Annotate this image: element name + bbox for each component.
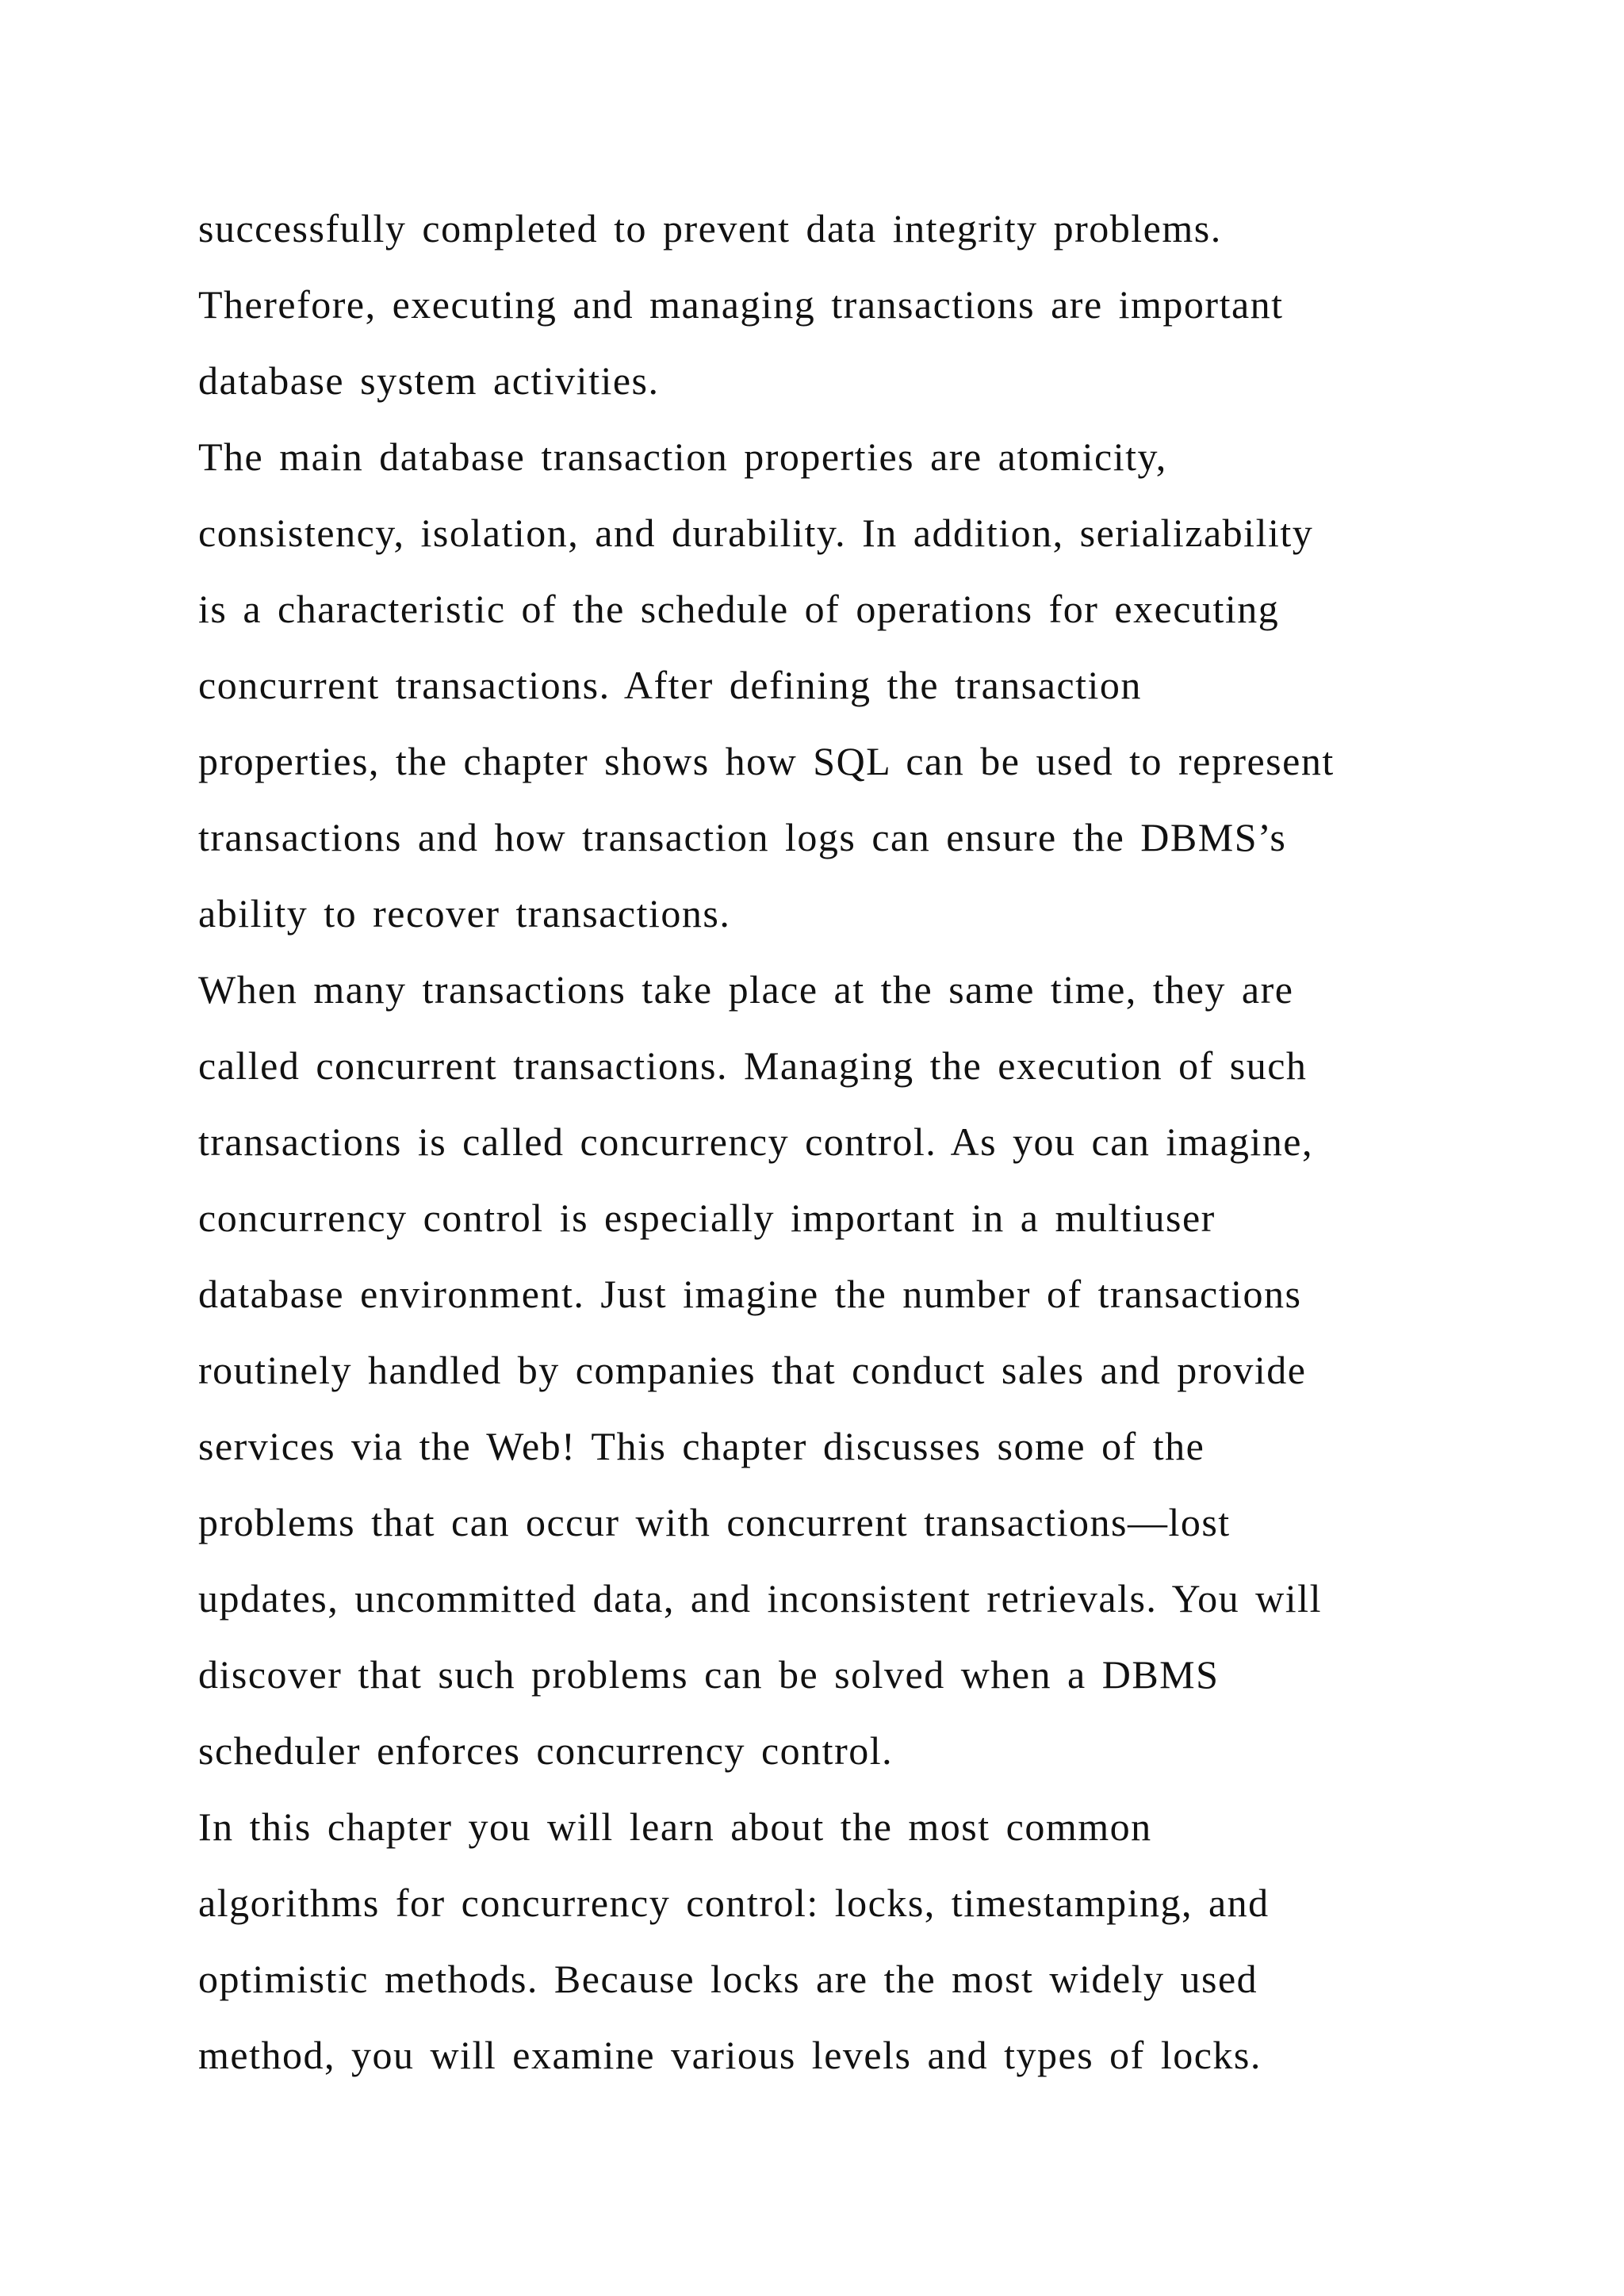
text-line: concurrent transactions. After defining the transaction [198, 663, 1142, 707]
text-line: transactions and how transaction logs can ensure the DBMS’s [198, 815, 1287, 859]
body-text [198, 190, 1483, 2093]
text-line: is a characteristic of the schedule of operations for executing [198, 587, 1280, 631]
text-line: In this chapter you will learn about the most common [198, 1804, 1152, 1849]
text-line: problems that can occur with concurrent transactions—lost [198, 1500, 1231, 1544]
text-line: discover that such problems can be solved when a DBMS [198, 1652, 1220, 1697]
text-line: When many transactions take place at the same time, they are [198, 967, 1294, 1012]
text-line: database environment. Just imagine the number of transactions [198, 1272, 1302, 1316]
text-line: method, you will examine various levels and types of locks. [198, 2033, 1262, 2077]
text-line: successfully completed to prevent data integrity problems. [198, 206, 1222, 251]
text-line: Therefore, executing and managing transactions are important [198, 282, 1284, 327]
text-line: algorithms for concurrency control: locks, timestamping, and [198, 1881, 1270, 1925]
text-line: concurrency control is especially important in a multiuser [198, 1196, 1216, 1240]
text-line: ability to recover transactions. [198, 891, 731, 936]
text-line: properties, the chapter shows how SQL can be used to represent [198, 739, 1335, 783]
text-line: called concurrent transactions. Managing the execution of such [198, 1043, 1308, 1088]
text-line: database system activities. [198, 358, 660, 403]
text-line: transactions is called concurrency control. As you can imagine, [198, 1119, 1313, 1164]
text-line: The main database transaction properties are atomicity, [198, 434, 1167, 479]
text-line: services via the Web! This chapter discusses some of the [198, 1424, 1205, 1468]
text-line: routinely handled by companies that conduct sales and provide [198, 1348, 1307, 1392]
text-line: scheduler enforces concurrency control. [198, 1728, 894, 1773]
text-line: consistency, isolation, and durability. In addition, serializability [198, 511, 1314, 555]
text-line: updates, uncommitted data, and inconsistent retrievals. You will [198, 1576, 1322, 1621]
text-line: optimistic methods. Because locks are the most widely used [198, 1957, 1258, 2001]
